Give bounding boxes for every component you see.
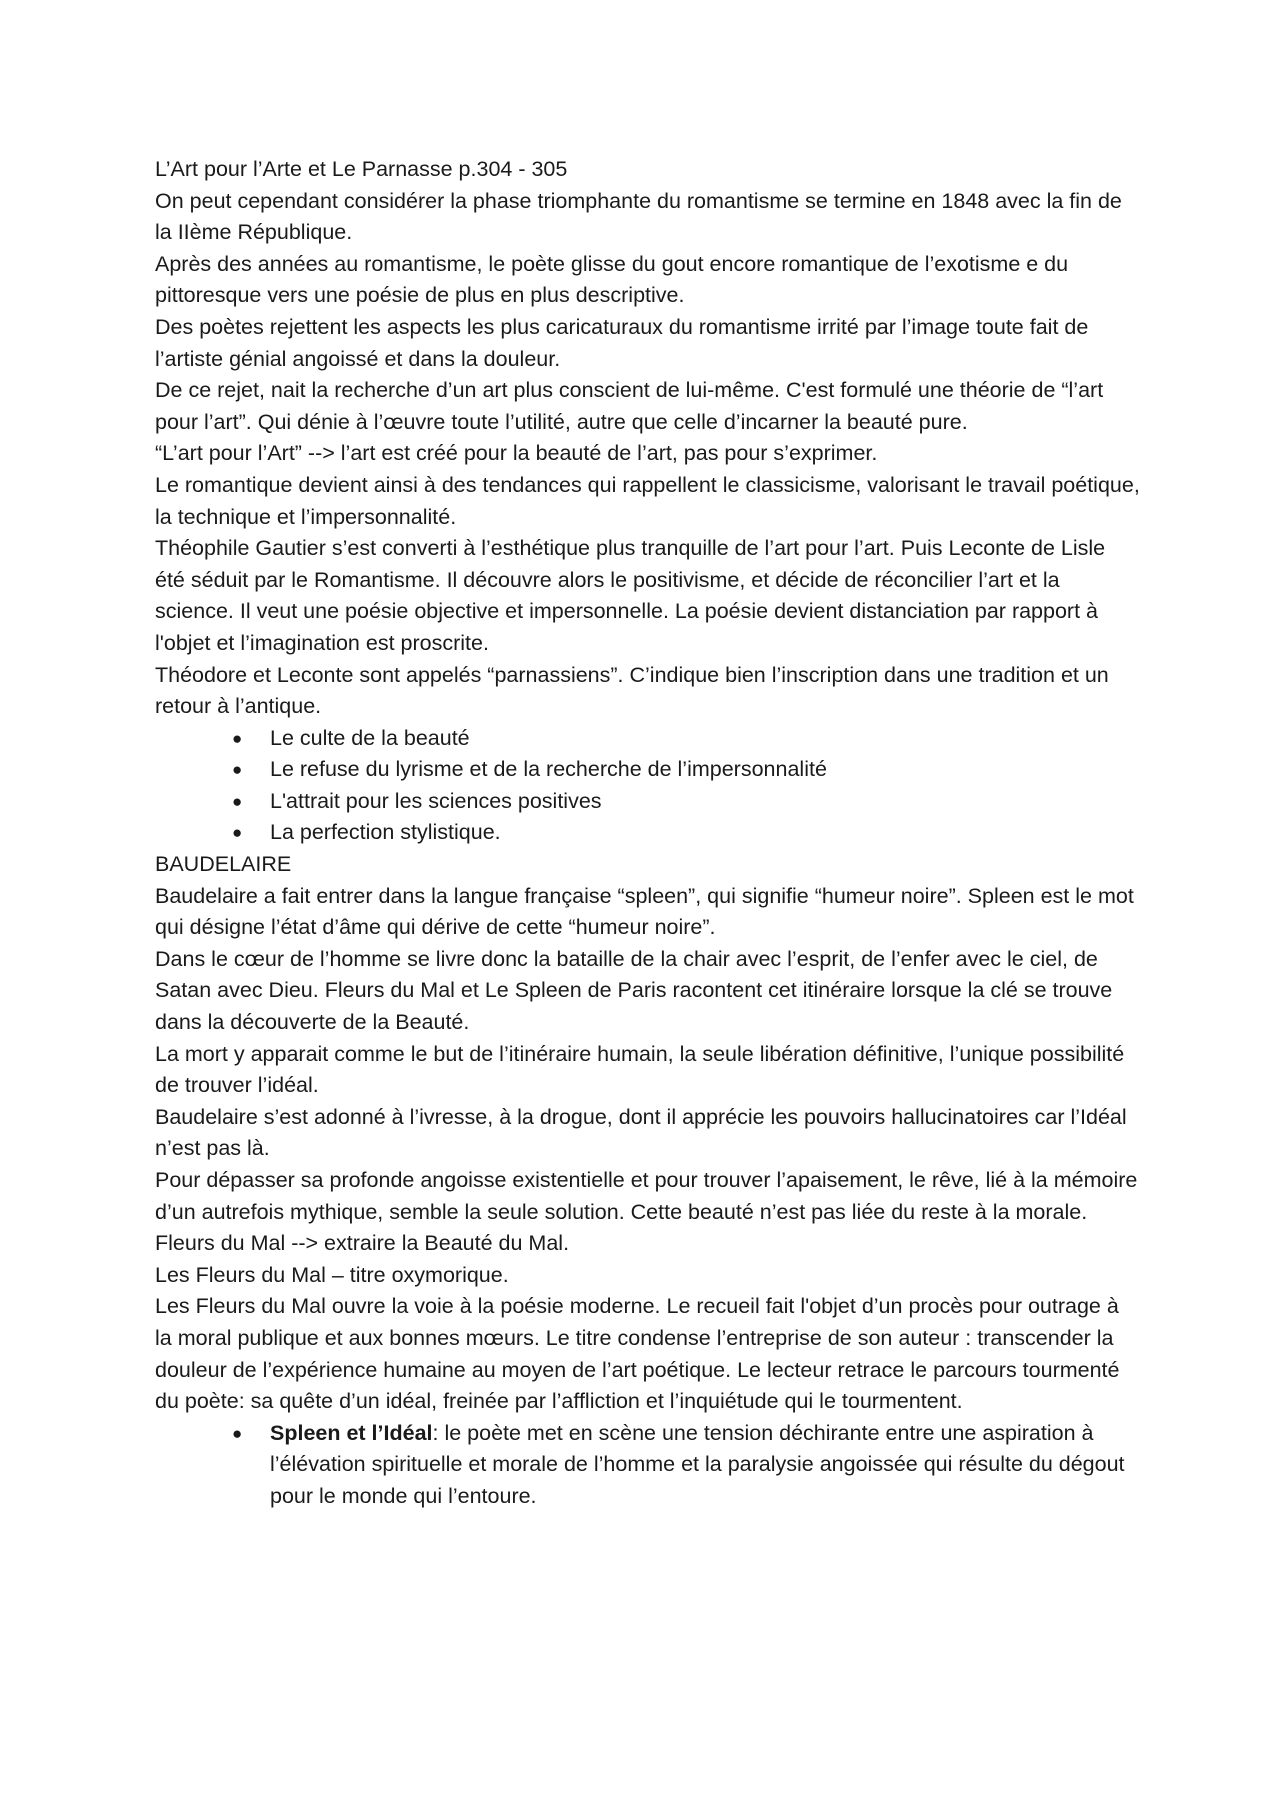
paragraph: Le romantique devient ainsi à des tendances qui rappellent le classicisme, valorisant le travail poétique, la technique et l’impersonnalité. [155,472,1146,529]
list-item [232,1418,1140,1513]
paragraph: Théodore et Leconte sont appelés “parnassiens”. C’indique bien l’inscription dans une tradition et un retour à l’antique. [155,662,1115,719]
paragraph: On peut cependant considérer la phase triomphante du romantisme se termine en 1848 avec la fin de la IIème République. [155,188,1128,245]
section-heading: BAUDELAIRE [155,852,292,877]
paragraph: “L’art pour l’Art” --> l’art est créé pour la beauté de l’art, pas pour s’exprimer. [155,441,878,466]
paragraph: Des poètes rejettent les aspects les plus caricaturaux du romantisme irrité par l’image toute fait de l’artiste génial angoissé et dans la douleur. [155,314,1095,371]
list-item-text: La perfection stylistique. [270,820,501,845]
paragraph: De ce rejet, nait la recherche d’un art plus conscient de lui-même. C'est formulé une théorie de “l’art pour l’art”. Qui dénie à l’œuvre toute l’utilité, autre que celle d’incarner la beauté pure. [155,378,1110,434]
paragraph: Fleurs du Mal --> extraire la Beauté du Mal. [155,1231,570,1256]
list-item-text: : le poète met en scène une tension déchirante entre une aspiration à l’élévation spirituelle et morale de l’homme et la paralysie angoissée qui résulte du dégout pour le monde qui l’entoure. [270,1420,1125,1508]
bullet-icon: ● [232,728,243,748]
list-item [232,754,1140,786]
bullet-icon: ● [232,791,243,811]
paragraph: Les Fleurs du Mal – titre oxymorique. [155,1262,509,1287]
parnasse-bullet-list [155,723,1140,849]
paragraph: Pour dépasser sa profonde angoisse existentielle et pour trouver l’apaisement, le rêve, lié à la mémoire d’un autrefois mythique, semble la seule solution. Cette beauté n’est pas liée du reste à la morale. [155,1168,1144,1224]
paragraph: Après des années au romantisme, le poète glisse du gout encore romantique de l’exotisme e du pittoresque vers une poésie de plus en plus descriptive. [155,251,1075,308]
bullet-icon: ● [232,760,243,780]
document-title: L’Art pour l’Arte et Le Parnasse p.304 - 305 [155,157,568,181]
list-item-text: Le culte de la beauté [270,725,470,750]
paragraph: Baudelaire a fait entrer dans la langue française “spleen”, qui signifie “humeur noire”. Spleen est le mot qui désigne l’état d’âme qui dérive de cette “humeur noire”. [155,883,1140,940]
list-item-text: L'attrait pour les sciences positives [270,788,602,813]
list-item [232,723,1140,755]
paragraph: Théophile Gautier s’est converti à l’esthétique plus tranquille de l’art pour l’art. Puis Leconte de Lisle été séduit par le Romantisme. Il découvre alors le positivisme, et décide de réconcilier l’art et la science. Il veut une poésie objective et impersonnelle. La poésie devient distanciation par rapport à l'objet et l’imagination est proscrite. [155,536,1118,655]
list-item [232,817,1140,849]
list-item-text: Le refuse du lyrisme et de la recherche de l’impersonnalité [270,757,827,782]
bullet-icon: ● [232,823,243,843]
list-item [232,786,1140,818]
paragraph: Dans le cœur de l’homme se livre donc la bataille de la chair avec l’esprit, de l’enfer avec le ciel, de Satan avec Dieu. Fleurs du Mal et Le Spleen de Paris racontent cet itinéraire lorsque la clé se trouve dans la découverte de la Beauté. [155,946,1119,1035]
paragraph: La mort y apparait comme le but de l’itinéraire humain, la seule libération définitive, l’unique possibilité de trouver l’idéal. [155,1041,1131,1098]
paragraph: Les Fleurs du Mal ouvre la voie à la poésie moderne. Le recueil fait l'objet d’un procès pour outrage à la moral publique et aux bonnes mœurs. Le titre condense l’entreprise de son auteur : transcender la douleur de l’expérience humaine au moyen de l’art poétique. Le lecteur retrace le parcours tourmenté du poète: sa quête d’un idéal, freinée par l’affliction et l’inquiétude qui le tourmentent. [155,1294,1126,1414]
baudelaire-bullet-list [155,1418,1140,1513]
list-item-bold-term: Spleen et l’Idéal [270,1420,433,1445]
document-page [155,154,1146,1513]
paragraph: Baudelaire s’est adonné à l’ivresse, à la drogue, dont il apprécie les pouvoirs hallucinatoires car l’Idéal n’est pas là. [155,1104,1133,1161]
bullet-icon: ● [232,1423,243,1443]
